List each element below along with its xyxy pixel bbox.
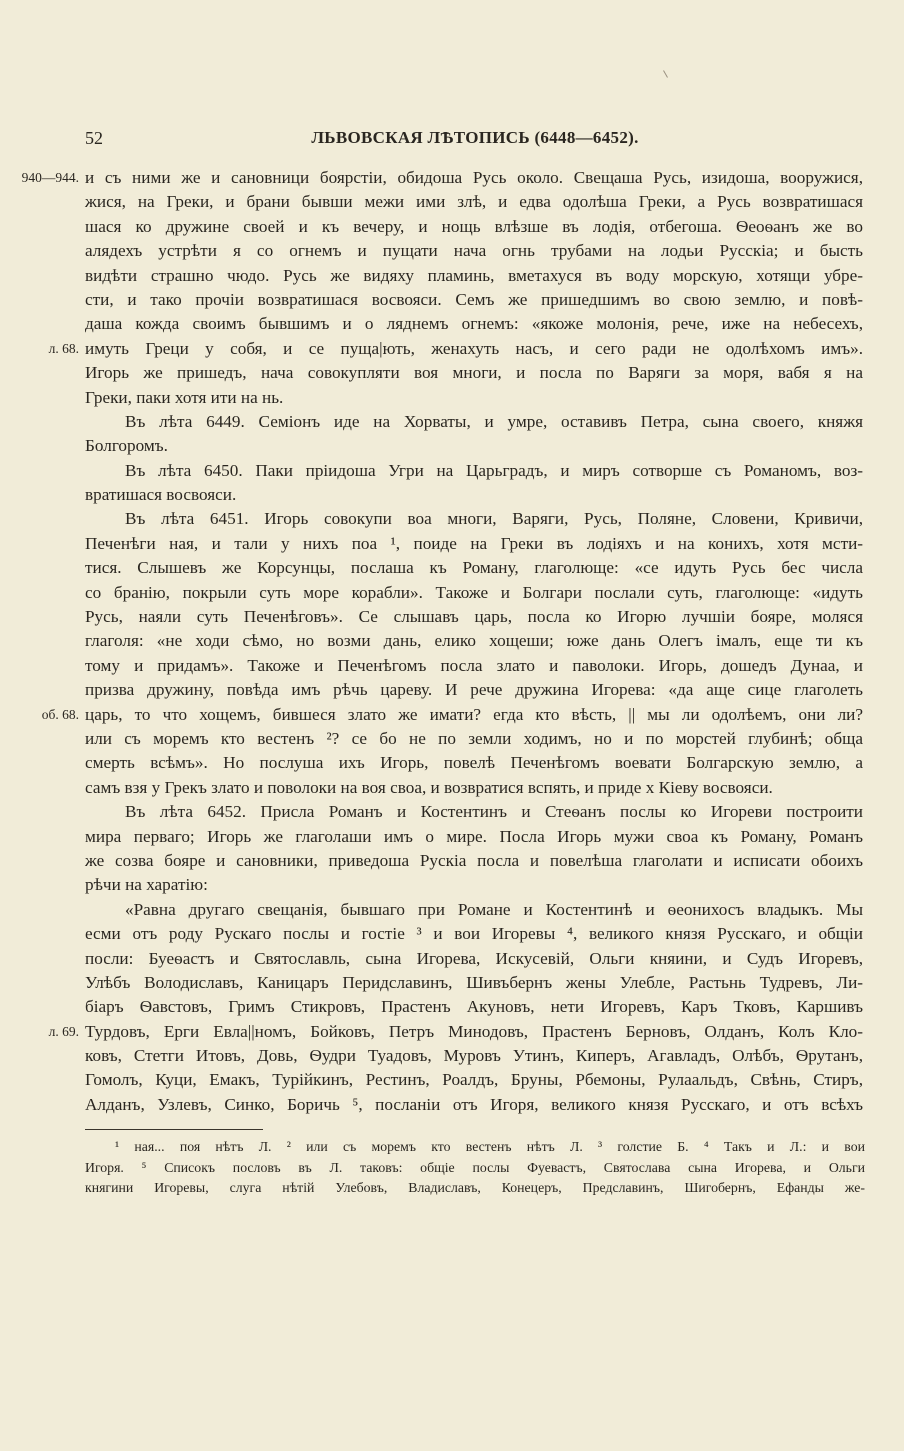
footnotes <box>85 1137 865 1199</box>
text-line: со бранію, покрыли суть море корабли». Такоже и Болгари послали суть, глаголюще: «идуть <box>85 582 863 602</box>
text-line: есми отъ роду Рускаго послы и гостіе ³ и вои Игоревы ⁴, великого князя Русскаго, и общіи <box>85 924 863 944</box>
text-line: «Равна другаго свещанія, бывшаго при Романе и Костентинѣ и ѳеонихосъ владыкъ. Мы <box>125 899 863 919</box>
text-line: тися. Слышевъ же Корсунцы, послаша къ Роману, глаголюще: «се идуть Русь бес числа <box>85 558 863 578</box>
footnote-divider <box>85 1129 263 1130</box>
text-line: 940—944. и съ ними же и сановници боярстіи, обидоша Русь около. Свещаша Русь, изидоша, вооружися, <box>85 166 863 190</box>
text-line: Гомолъ, Куци, Емакъ, Турійкинъ, Рестинъ, Роалдъ, Бруны, Рбемоны, Рулаальдъ, Свѣнь, Стиръ, <box>85 1070 863 1090</box>
text-line: шася ко дружине своей и къ вечеру, и нощь влѣзше въ лодія, отбегоша. Ѳеоѳанъ же во <box>85 216 863 236</box>
text-line: Въ лѣта 6451. Игорь совокупи воа многи, Варяги, Русь, Поляне, Словени, Кривичи, <box>125 509 863 529</box>
text-line: или съ моремъ кто вестенъ ²? се бо не по земли ходимъ, но и по морстей глубинѣ; обща <box>85 728 863 748</box>
margin-leaf-68: л. 68. <box>48 340 79 356</box>
text-line: біаръ Ѳавстовъ, Гримъ Стикровъ, Прастенъ Акуновъ, нети Игоревъ, Каръ Тковъ, Каршивъ <box>85 997 863 1017</box>
text-line: Въ лѣта 6452. Присла Романъ и Костентинъ и Стеѳанъ послы ко Игореви построити <box>125 802 863 822</box>
margin-leaf-69: л. 69. <box>48 1023 79 1039</box>
text-line: вратишася восвояси. <box>85 485 237 505</box>
text-line: Греки, паки хотя ити на нь. <box>85 387 284 407</box>
running-title: ЛЬВОВСКАЯ ЛѢТОПИСЬ (6448—6452). <box>311 128 639 147</box>
paper-speck <box>663 70 668 77</box>
text-line: Болгоромъ. <box>85 436 168 456</box>
body-text <box>21 166 863 1117</box>
text-line: Улѣбъ Володиславъ, Каницаръ Перидславинъ, Шивъбернъ жены Улебле, Растьнь Тудревъ, Ли- <box>85 972 863 992</box>
text-line: л. 68. имуть Греци у собя, и се пуща|ють, женахуть насъ, и сего ради не одолѣхомъ имъ». <box>85 337 863 361</box>
text-line: об. 68. царь, то что хощемъ, бившеся злато же имати? егда кто вѣсть, || мы ли одолѣемъ, они ли? <box>85 703 863 727</box>
text-line: Въ лѣта 6449. Семіонъ иде на Хорваты, и умре, оставивъ Петра, сына своего, княжя <box>125 411 863 431</box>
text-line: ковъ, Стетги Итовъ, Довь, Ѳудри Туадовъ, Муровъ Утинъ, Киперъ, Агавладъ, Олѣбъ, Ѳрутанъ, <box>85 1046 863 1066</box>
text-line: Въ лѣта 6450. Паки пріидоша Угри на Царьградъ, и миръ сотворше съ Романомъ, воз- <box>125 460 863 480</box>
text-line: Русь, наяли суть Печенѣговъ». Се слышавъ царь, посла ко Игорю лучшіи бояре, моляся <box>85 607 863 627</box>
text-line: глаголя: «не ходи сѣмо, но возми дань, елико хощеши; юже дань Олегъ імалъ, еще ти къ <box>85 631 863 651</box>
margin-years: 940—944. <box>21 170 79 185</box>
text-line: призва дружину, повѣда имъ рѣчь цареву. И рече дружина Игорева: «да аще сице глаголеть <box>85 680 863 700</box>
page-header <box>85 128 865 156</box>
text-line: Алданъ, Узлевъ, Синко, Боричь ⁵, посланіи отъ Игоря, великого князя Русскаго, и отъ всѣхъ <box>85 1094 863 1114</box>
page-number: 52 <box>85 128 103 148</box>
text-line: Печенѣги ная, и тали у нихъ поа ¹, поиде на Греки въ лодіяхъ и на конихъ, хотя мсти- <box>85 533 863 553</box>
text-line: Игорь же пришедъ, начa совокупляти воя многи, и посла по Варяги за моря, вабя я на <box>85 363 863 383</box>
text-line: жися, на Греки, и брани бывши межи ими злѣ, и едва одолѣша Греки, а Русь возвратишася <box>85 192 863 212</box>
text-line: даша кождa своимъ бывшимъ и о ляднемъ огнемъ: «якоже молонія, рече, иже на небесехъ, <box>85 314 863 334</box>
text-line: видѣти страшно чюдо. Русь же видяху пламинь, вметахуся въ воду морскую, хотящи убре- <box>85 265 863 285</box>
text-line: л. 69. Турдовъ, Ерги Евла||номъ, Бойковъ, Петръ Минодовъ, Прастенъ Берновъ, Олданъ, Колъ Кло- <box>85 1020 863 1044</box>
text-line: же созва бояре и сановники, приведоша Рускіа посла и повелѣша глаголати и исписати обоихъ <box>85 850 863 870</box>
text-line: рѣчи на харатію: <box>85 875 208 895</box>
text-line: самъ взя у Грекъ злато и поволоки на воя своа, и возвратися вспять, и приде х Кіеву восвояси. <box>85 777 773 797</box>
text-line: сти, и тако прочіи возвратишася восвояси. Семъ же пришедшимъ во свою землю, и повѣ- <box>85 289 863 309</box>
footnote-line: Игоря. ⁵ Списокъ пословъ въ Л. таковъ: общіе послы Фуевастъ, Святослава сына Игорева, и Ольги <box>85 1159 865 1175</box>
footnote-line: княгини Игоревы, слуга нѣтій Улебовъ, Владиславъ, Конецеръ, Предславинъ, Шигобернъ, Ефанды же- <box>85 1180 865 1195</box>
footnote-line: ¹ ная... поя нѣтъ Л. ² или съ моремъ кто вестенъ нѣтъ Л. ³ голстие Б. ⁴ Такъ и Л.: и вои <box>115 1139 865 1154</box>
text-line: тому и придамъ». Такоже и Печенѣгомъ посла злато и паволоки. Игорь, дошедъ Дунаа, и <box>85 655 863 675</box>
text-line: посли: Буеѳастъ и Святославль, сына Игорева, Искусевій, Ольги княини, и Судъ Игоревъ, <box>85 948 863 968</box>
margin-leaf-68-verso: об. 68. <box>41 706 79 722</box>
text-line: алядехъ устрѣти я со огнемъ и пущати нача огнь трубами на лодьи Русскіа; и бысть <box>85 241 863 261</box>
text-line: мира перваго; Игорь же глаголаши имъ о мире. Посла Игорь мужи своа къ Роману, Романъ <box>85 826 863 846</box>
text-line: смерть всѣмъ». Но послуша ихъ Игорь, повелѣ Печенѣгомъ воевати Болгарскую землю, а <box>85 753 863 773</box>
